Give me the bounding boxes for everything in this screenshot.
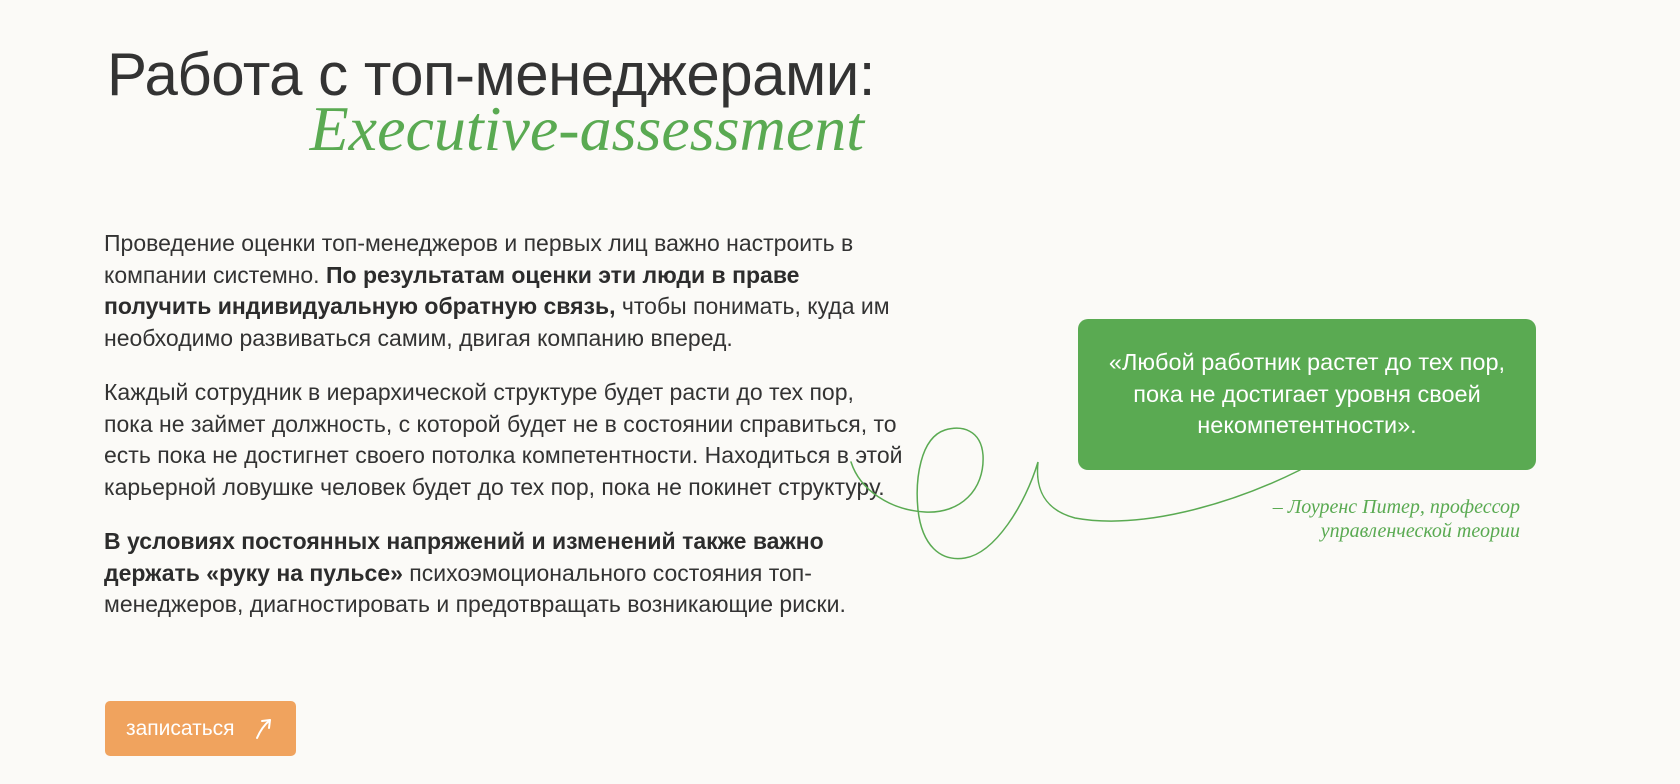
paragraph-intro-text-a: Проведение оценки топ-менеджеров и первых лиц важно настроить в компании системно. <box>104 230 854 288</box>
quote-author-line2: управленческой теории <box>1320 520 1520 542</box>
paragraph-intro-bold: По результатам оценки эти люди в праве получить индивидуальную обратную связь, <box>104 261 800 319</box>
signup-button-label: записаться <box>126 716 235 740</box>
paragraph-intro <box>104 228 904 354</box>
page-title: Работа с топ-менеджерами: <box>107 41 875 108</box>
paragraph-conditions-text: психоэмоционального состояния топ-менеджеров, диагностировать и предотвращать возникающие риски. <box>104 559 846 617</box>
paragraph-conditions-bold: В условиях постоянных напряжений и изменений также важно держать «руку на пульсе» <box>104 528 824 586</box>
paragraph-conditions <box>104 526 904 621</box>
paragraph-intro-text-b: чтобы понимать, куда им необходимо развиваться самим, двигая компанию вперед. <box>104 293 890 351</box>
quote-author-line1: – Лоуренс Питер, профессор <box>1272 496 1520 518</box>
main-content <box>104 228 904 644</box>
arrow-up-right-icon <box>253 717 275 741</box>
page-subtitle: Executive-assessment <box>309 93 864 164</box>
quote-box: «Любой работник растет до тех пор, пока не достигает уровня своей некомпетентности». <box>1078 319 1536 470</box>
paragraph-hierarchy: Каждый сотрудник в иерархической структуре будет расти до тех пор, пока не займет должность, с которой будет не в состоянии справиться, то есть пока не достигнет своего потолка компетентности. Находиться в этой карьерной ловушке человек будет до тех пор, пока не покинет структуру. <box>104 379 903 500</box>
quote-author <box>1273 495 1520 543</box>
signup-button[interactable] <box>105 701 296 756</box>
